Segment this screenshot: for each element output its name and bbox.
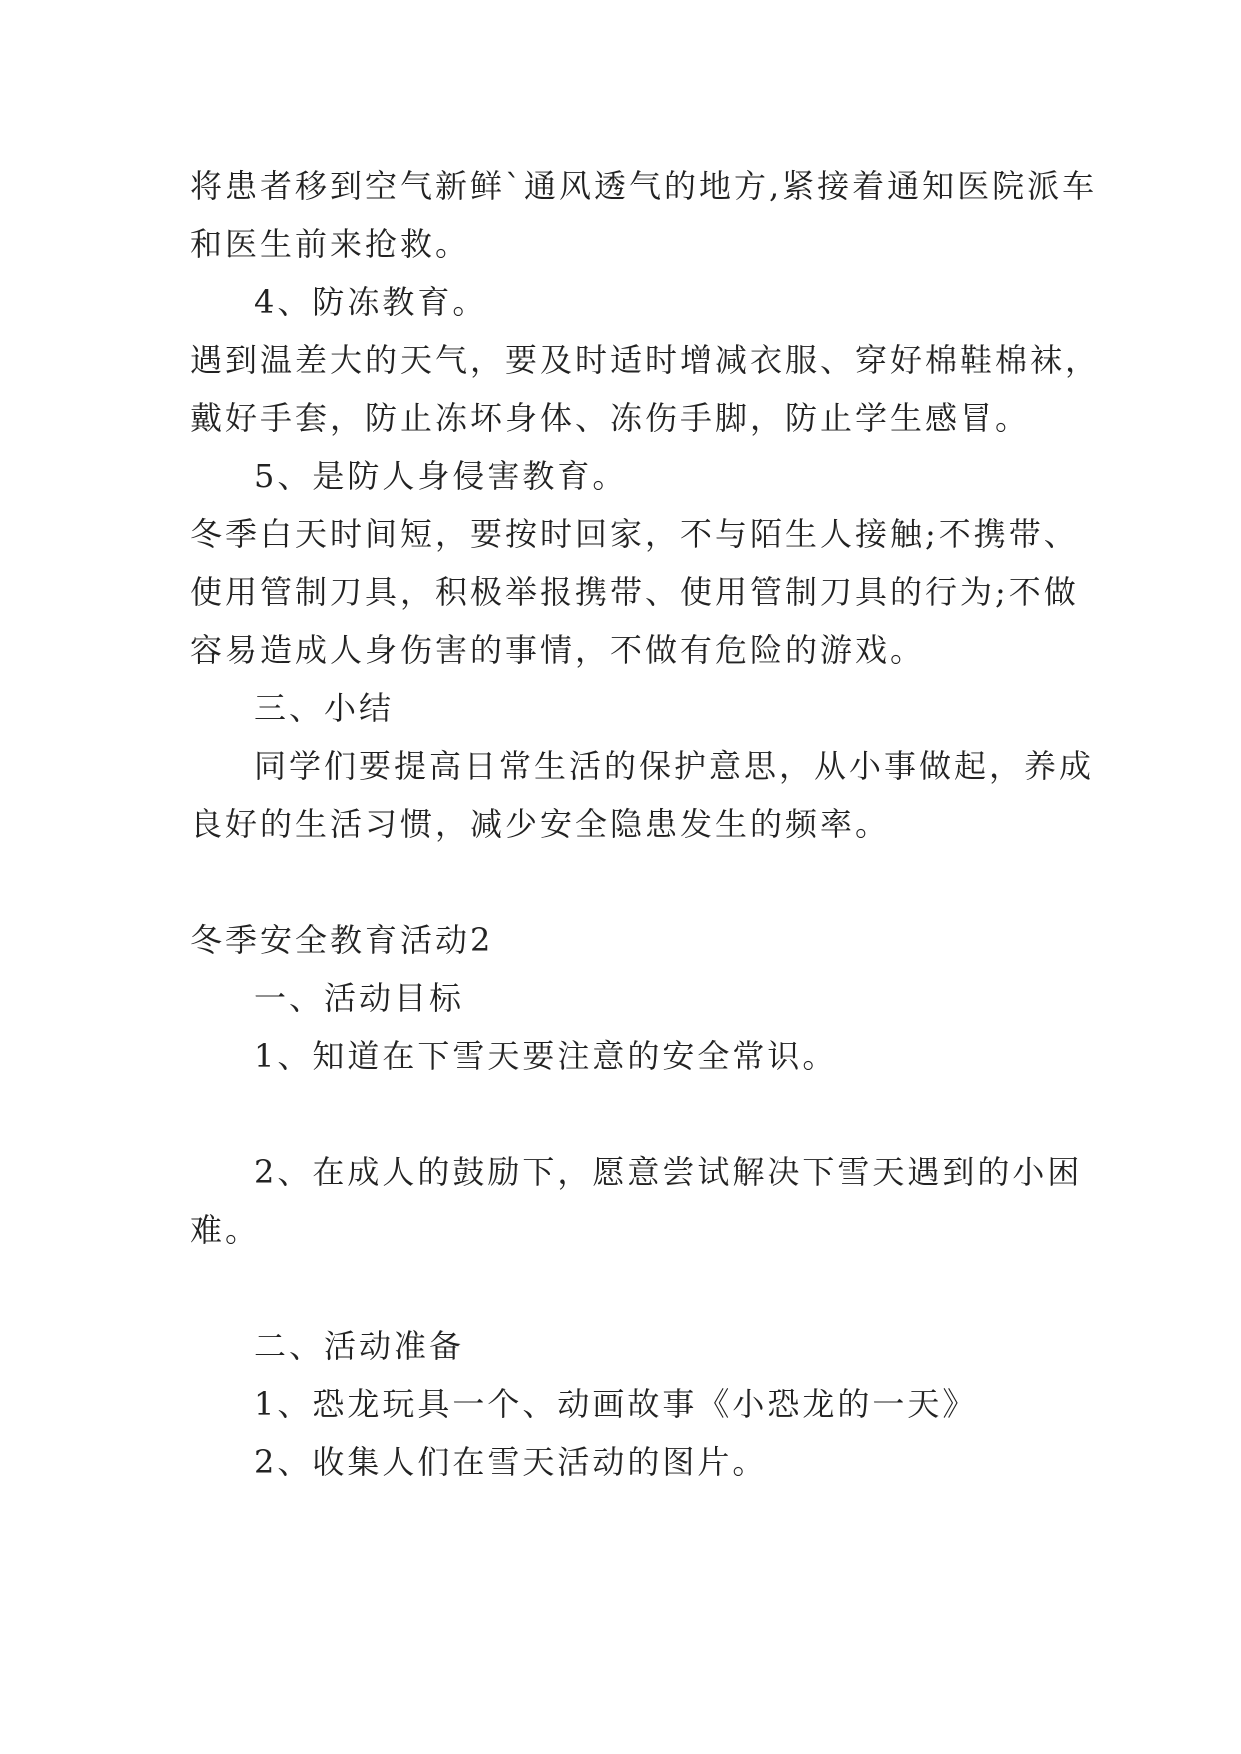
document-title: 冬季安全教育活动2 [190, 921, 494, 959]
list-item: 1、知道在下雪天要注意的安全常识。 [254, 1037, 838, 1075]
text-line: 戴好手套，防止冻坏身体、冻伤手脚，防止学生感冒。 [190, 399, 1031, 437]
list-item: 1、恐龙玩具一个、动画故事《小恐龙的一天》 [254, 1385, 978, 1423]
text-line: 难。 [190, 1211, 261, 1249]
section-heading: 一、活动目标 [254, 979, 465, 1017]
numbered-heading: 4、防冻教育。 [254, 283, 488, 321]
list-item: 2、收集人们在雪天活动的图片。 [254, 1443, 768, 1481]
numbered-heading: 5、是防人身侵害教育。 [254, 457, 628, 495]
section-heading: 二、活动准备 [254, 1327, 465, 1365]
section-heading: 三、小结 [254, 689, 395, 727]
text-line: 良好的生活习惯，减少安全隐患发生的频率。 [190, 805, 891, 843]
text-line: 和医生前来抢救。 [190, 225, 471, 263]
list-item: 2、在成人的鼓励下，愿意尝试解决下雪天遇到的小困 [254, 1153, 1083, 1191]
text-line: 冬季白天时间短，要按时回家，不与陌生人接触;不携带、 [190, 515, 1079, 553]
text-line: 遇到温差大的天气，要及时适时增减衣服、穿好棉鞋棉袜， [190, 341, 1101, 379]
text-line: 将患者移到空气新鲜`通风透气的地方,紧接着通知医院派车 [190, 167, 1098, 205]
text-line: 同学们要提高日常生活的保护意思，从小事做起，养成 [254, 747, 1095, 785]
text-line: 容易造成人身伤害的事情，不做有危险的游戏。 [190, 631, 926, 669]
text-line: 使用管制刀具，积极举报携带、使用管制刀具的行为;不做 [190, 573, 1079, 611]
